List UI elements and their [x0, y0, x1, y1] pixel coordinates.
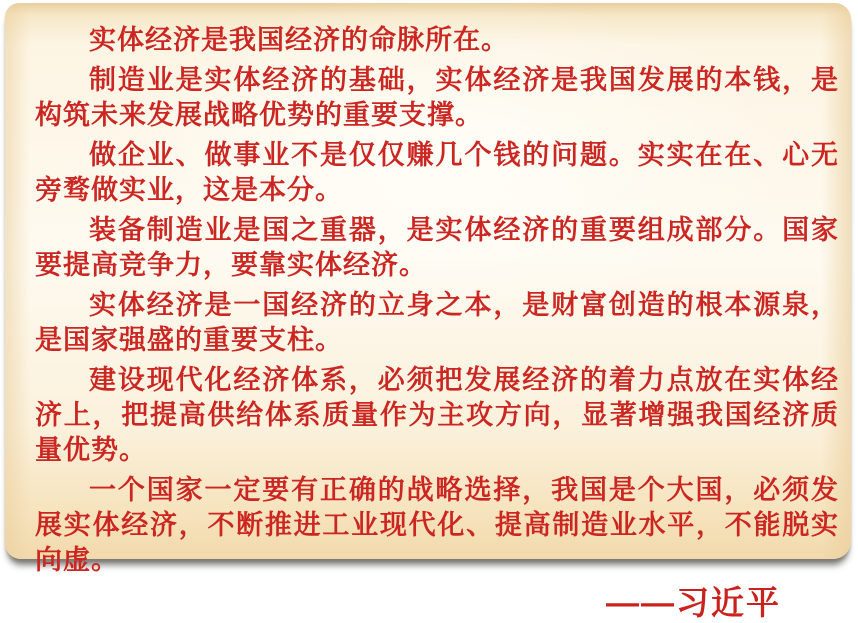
quote-paragraph-2: 制造业是实体经济的基础，实体经济是我国发展的本钱，是构筑未来发展战略优势的重要支撑。	[35, 65, 839, 130]
quote-paragraph-4: 装备制造业是国之重器，是实体经济的重要组成部分。国家要提高竞争力，要靠实体经济。	[35, 215, 839, 280]
attribution-signature: ——习近平	[606, 584, 781, 621]
quote-paragraph-6: 建设现代化经济体系，必须把发展经济的着力点放在实体经济上，把提高供给体系质量作为主攻方向，显著增强我国经济质量优势。	[35, 365, 839, 465]
quote-paragraph-7: 一个国家一定要有正确的战略选择，我国是个大国，必须发展实体经济，不断推进工业现代化、提高制造业水平，不能脱实向虚。	[35, 475, 839, 575]
quote-paragraph-3: 做企业、做事业不是仅仅赚几个钱的问题。实实在在、心无旁骛做实业，这是本分。	[35, 140, 839, 205]
quote-paragraph-5: 实体经济是一国经济的立身之本，是财富创造的根本源泉，是国家强盛的重要支柱。	[35, 290, 839, 355]
quote-card	[5, 3, 851, 621]
quote-paragraph-1: 实体经济是我国经济的命脉所在。	[89, 25, 509, 55]
